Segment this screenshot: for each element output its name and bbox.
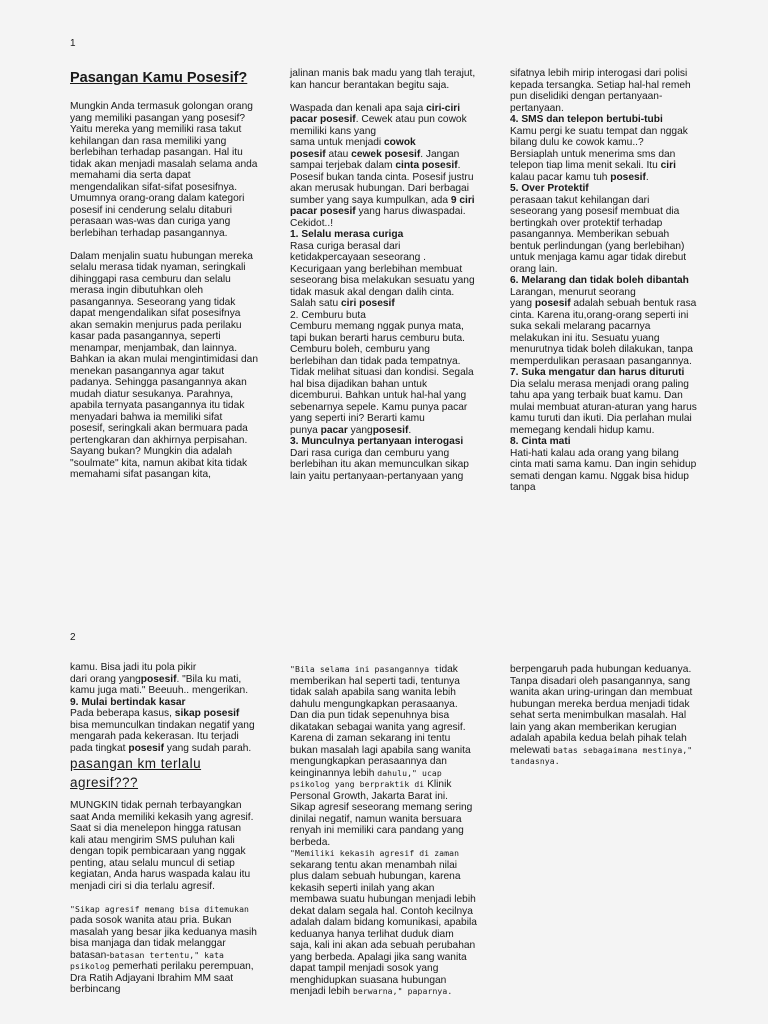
page-number: 1	[70, 38, 76, 49]
paragraph: "Sikap agresif memang bisa ditemukan pada sosok wanita atau pria. Bukan masalah yang besar jika keduanya masih bisa manjaga dan tidak melanggar batasan-batasan tertentu," kata psikolog pemerhati perilaku perempuan, Dra Ratih Adjayani Ibrahim MM saat berbincang	[70, 903, 257, 995]
paragraph: "Memiliki kekasih agresif di zaman sekarang tentu akan menambah nilai plus dalam sebuah hubungan, karena kekasih seperti inilah yang akan membawa suatu hubungan menjadi lebih dekat dalam segala hal. Contoh kecilnya adalah dalam bidang komunikasi, apabila keduanya hanya terlihat duduk diam saja, kali ini akan ada sebuah perubahan yang berbeda. Apalagi jika sang wanita dapat tampil menjadi sosok yang menghidupkan suasana hubungan menjadi lebih berwarna," paparnya.	[290, 848, 477, 997]
column-2	[290, 664, 478, 998]
list-text: Kamu pergi ke suatu tempat dan nggak bilang dulu ke cowok kamu..? Bersiaplah untuk menerima sms dan telepon tiap lima menit sekali. Itu ciri kalau pacar kamu tuh posesif.	[510, 125, 688, 183]
paragraph: "Bila selama ini pasangannya tidak memberikan hal seperti tadi, tentunya tidak salah apabila sang wanita lebih dahulu mengungkapkan perasaanya. Dan dia pun tidak sepenuhnya bisa dikatakan sebagai wanita yang agresif. Karena di zaman sekarang ini tentu bukan masalah lagi apabila sang wanita mengungkapkan perasaannya dan keinginannya lebih dahulu," ucap psikolog yang berpraktik di Klinik Personal Growth, Jakarta Barat ini.	[290, 664, 471, 802]
list-heading: 5. Over Protektif	[510, 183, 589, 194]
list-heading: 4. SMS dan telepon bertubi-tubi	[510, 114, 663, 125]
paragraph: jalinan manis bak madu yang tlah terajut, kan hancur berantakan begitu saja.	[290, 68, 476, 91]
list-heading: 2. Cemburu buta	[290, 309, 366, 321]
page-number: 2	[70, 632, 76, 643]
article-title: Pasangan Kamu Posesif?	[70, 70, 248, 86]
list-text: Rasa curiga berasal dari ketidakpercayaan seseorang . Kecurigaan yang berlebihan membuat seseorang bisa melakukan sesuatu yang tidak masuk akal dengan dalih cinta. Salah satu ciri posesif	[290, 240, 475, 309]
list-text: Cemburu memang nggak punya mata, tapi bukan berarti harus cemburu buta. Cemburu boleh, cemburu yang berlebihan dan tidak pada tempatnya. Tidak melihat situasi dan kondisi. Segala hal bisa dijadikan bahan untuk dicemburui. Bahkan untuk hal-hal yang sebenarnya sepele. Kamu punya pacar yang seperti ini? Berarti kamu punya pacar yangposesif.	[290, 321, 474, 436]
column-3	[510, 664, 698, 768]
column-1	[70, 70, 258, 492]
list-heading: 8. Cinta mati	[510, 436, 571, 447]
column-1	[70, 662, 258, 996]
column-3	[510, 68, 698, 494]
paragraph: Dalam menjalin suatu hubungan mereka selalu merasa tidak nyaman, seringkali dihinggapi rasa cemburu dan selalu merasa ingin dibutuhkan oleh pasangannya. Seseorang yang tidak dapat mengendalikan sifat posesifnya akan semakin menjurus pada perilaku kasar pada pasangannya, seperti menampar, menjambak, dan lainnya. Bahkan ia akan mulai mengintimidasi dan menekan pasangannya agar takut padanya. Sehingga pasangannya akan mudah diatur sesukanya. Parahnya, apabila ternyata pasangannya itu tidak menyadari bahwa ia memiliki sifat posesif, seringkali akan bermuara pada pertengkaran dan akhirnya perpisahan. Sayang bukan? Mungkin dia adalah "soulmate" kita, namun akibat kita tidak memahami sifat pasangan kita,	[70, 250, 259, 480]
list-text: Pada beberapa kasus, sikap posesif bisa memunculkan tindakan negatif yang mengarah pada kekerasan. Itu terjadi pada tingkat posesif yang sudah parah.	[70, 708, 255, 754]
paragraph: Mungkin Anda termasuk golongan orang yang memiliki pasangan yang posesif? Yaitu mereka yang memiliki rasa takut kehilangan dan rasa memiliki yang berlebihan terhadap pasangan. Hal itu tidak akan menjadi masalah selama anda memahami dia serta dapat mengendalikan sifat-sifat posesifnya. Umumnya orang-orang dalam kategori posesif ini cenderung selalu ditaburi perasaan was-was dan curiga yang berlebihan terhadap pasangannya.	[70, 101, 258, 239]
list-heading: 1. Selalu merasa curiga	[290, 229, 404, 240]
list-text: perasaan takut kehilangan dari seseorang yang posesif membuat dia bertingkah over protektif terhadap pasangannya. Memberikan sebuah bentuk perlindungan (yang berlebihan) untuk menjaga kamu agar tidak direbut orang lain.	[510, 194, 687, 275]
list-text: sifatnya lebih mirip interogasi dari polisi kepada tersangka. Setiap hal-hal remeh pun diselidiki dengan pertanyaan-pertanyaan.	[510, 68, 691, 114]
list-heading: 7. Suka mengatur dan harus dituruti	[510, 367, 685, 378]
section-title: pasangan km terlalu agresif???	[70, 756, 202, 790]
column-2	[290, 68, 478, 482]
list-heading: 9. Mulai bertindak kasar	[70, 696, 186, 708]
paragraph: MUNGKIN tidak pernah terbayangkan saat Anda memiliki kekasih yang agresif. Saat si dia menelepon hingga ratusan kali atau mengirim SMS puluhan kali dengan topik pembicaraan yang nggak penting, atau selalu muncul di setiap kegiatan, Anda harus waspada kalau itu menjadi ciri si dia terlalu agresif.	[70, 800, 254, 892]
list-text: Dia selalu merasa menjadi orang paling tahu apa yang terbaik buat kamu. Dan mulai membuat aturan-aturan yang harus kamu turuti dan ikuti. Dia perlahan mulai memegang kendali hidup kamu.	[510, 378, 697, 436]
list-heading: 6. Melarang dan tidak boleh dibantah	[510, 275, 689, 286]
list-text: Larangan, menurut seorang yang posesif adalah sebuah bentuk rasa cinta. Karena itu,orang-orang seperti ini suka sekali melarang pacarnya melakukan ini itu. Sesuatu yuang menurutnya tidak boleh dilakukan, tanpa memperdulikan perasaan pasangannya.	[510, 286, 697, 367]
list-text: Dari rasa curiga dan cemburu yang berlebihan itu akan memunculkan sikap lain yaitu pertanyaan-pertanyaan yang	[290, 447, 469, 482]
document-page-2	[0, 612, 768, 1024]
list-text: Hati-hati kalau ada orang yang bilang cinta mati sama kamu. Dan ingin sehidup semati dengan kamu. Nggak bisa hidup tanpa	[510, 447, 697, 493]
list-text: kamu. Bisa jadi itu pola pikir dari orang yangposesif. "Bila ku mati, kamu juga mati." Beeuuh.. mengerikan.	[70, 662, 249, 696]
list-heading: 3. Munculnya pertanyaan interogasi	[290, 436, 464, 447]
paragraph: Sikap agresif seseorang memang sering dinilai negatif, namun wanita bersuara renyah ini memiliki cara pandang yang berbeda.	[290, 802, 473, 848]
paragraph: berpengaruh pada hubungan keduanya. Tanpa disadari oleh pasangannya, sang wanita akan uring-uringan dan membuat hubungan mereka berdua menjadi tidak sehat serta menimbulkan masalah. Hal lain yang akan memberikan kerugian adalah apabila kedua belah pihak telah melewati batas sebagaimana mestinya," tandasnya.	[510, 664, 693, 766]
paragraph: Waspada dan kenali apa saja ciri-ciri pacar posesif. Cewek atau pun cowok memiliki kans yang sama untuk menjadi cowok posesif atau cewek posesif. Jangan sampai terjebak dalam cinta posesif. Posesif bukan tanda cinta. Posesif justru akan merusak hubungan. Dari berbagai sumber yang saya kumpulkan, ada 9 ciri pacar posesif yang harus diwaspadai. Cekidot..!	[290, 102, 475, 229]
